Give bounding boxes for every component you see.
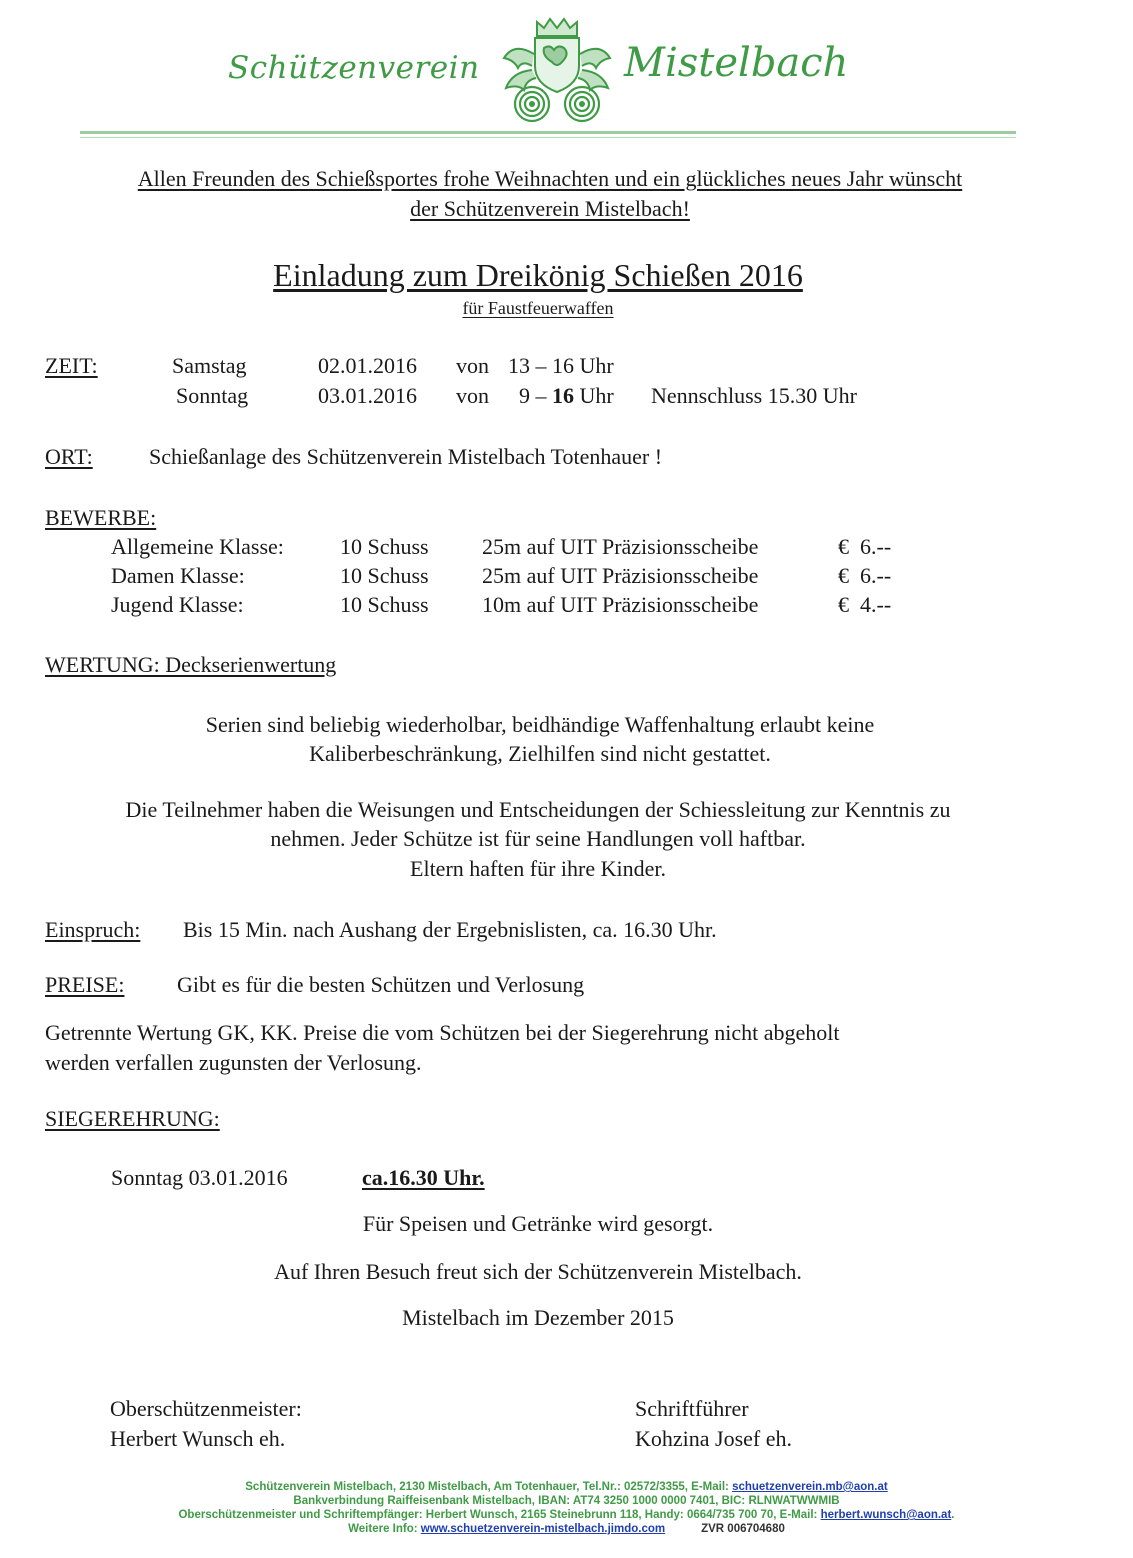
zeit-time-2-end: Uhr xyxy=(574,383,614,408)
footer-line-2: Bankverbindung Raiffeisenbank Mistelbach, IBAN: AT74 3250 1000 0000 7401, BIC: RLNWATWWMIB xyxy=(293,1495,840,1507)
bewerb-schuss-1: 10 Schuss xyxy=(340,534,429,559)
rules-line-1: Serien sind beliebig wiederholbar, beidhändige Waffenhaltung erlaubt keine xyxy=(205,712,875,737)
siegerehrung-date: Sonntag 03.01.2016 xyxy=(111,1165,288,1190)
rules-line-5: Eltern haften für ihre Kinder. xyxy=(410,856,666,881)
bewerb-disziplin-2: 25m auf UIT Präzisionsscheibe xyxy=(482,563,759,588)
signature-right-name: Kohzina Josef eh. xyxy=(635,1426,793,1451)
footer-website-link[interactable]: www.schuetzenverein-mistelbach.jimdo.com xyxy=(420,1523,666,1535)
crest-icon xyxy=(492,14,622,126)
bewerb-disziplin-3: 10m auf UIT Präzisionsscheibe xyxy=(482,592,759,617)
wertung-label: WERTUNG: Deckserienwertung xyxy=(45,652,337,677)
zeit-date-1: 02.01.2016 xyxy=(318,353,417,378)
bewerbe-label: BEWERBE: xyxy=(45,505,157,530)
preise-note-1: Getrennte Wertung GK, KK. Preise die vom Schützen bei der Siegerehrung nicht abgeholt xyxy=(45,1020,840,1045)
closing-line-1: Für Speisen und Getränke wird gesorgt. xyxy=(362,1211,714,1236)
closing-line-3: Mistelbach im Dezember 2015 xyxy=(402,1305,674,1330)
siegerehrung-label: SIEGEREHRUNG: xyxy=(45,1106,220,1131)
zeit-time-2-bold: 16 xyxy=(552,383,574,408)
greeting-line-1: Allen Freunden des Schießsportes frohe Weihnachten und ein glückliches neues Jahr wünscht xyxy=(137,166,963,191)
bewerb-klasse-3: Jugend Klasse: xyxy=(111,592,244,617)
bewerb-disziplin-1: 25m auf UIT Präzisionsscheibe xyxy=(482,534,759,559)
rules-line-2: Kaliberbeschränkung, Zielhilfen sind nicht gestattet. xyxy=(309,741,771,766)
footer-contact: Oberschützenmeister und Schriftempfänger: Herbert Wunsch, 2165 Steinebrunn 118, Handy: 0664/735 700 70, E-Mail: xyxy=(178,1509,821,1521)
signature-left-role: Oberschützenmeister: xyxy=(110,1396,302,1421)
einspruch-text: Bis 15 Min. nach Aushang der Ergebnislisten, ca. 16.30 Uhr. xyxy=(183,917,717,942)
zeit-day-2: Sonntag xyxy=(176,383,249,408)
ort-text: Schießanlage des Schützenverein Mistelbach Totenhauer ! xyxy=(149,444,663,469)
footer-info-label: Weitere Info: xyxy=(348,1523,421,1535)
greeting-line-2: der Schützenverein Mistelbach! xyxy=(410,196,690,221)
zeit-label: ZEIT: xyxy=(45,353,98,378)
footer-address: Schützenverein Mistelbach, 2130 Mistelbach, Am Totenhauer, Tel.Nr.: 02572/3355, E-Mail: xyxy=(245,1481,733,1493)
zeit-date-2: 03.01.2016 xyxy=(318,383,417,408)
page-subtitle: für Faustfeuerwaffen xyxy=(462,298,614,318)
zeit-note-2: Nennschluss 15.30 Uhr xyxy=(651,383,857,408)
einspruch-label: Einspruch: xyxy=(45,917,141,942)
bewerb-preis-2: € 6.-- xyxy=(838,563,892,588)
header-divider xyxy=(80,131,1016,134)
footer-line-1 xyxy=(0,1480,1133,1494)
page-title: Einladung zum Dreikönig Schießen 2016 xyxy=(273,257,803,293)
closing-line-2: Auf Ihren Besuch freut sich der Schützenverein Mistelbach. xyxy=(274,1259,802,1284)
siegerehrung-time: ca.16.30 Uhr. xyxy=(362,1165,485,1190)
zeit-von-2: von xyxy=(456,383,489,408)
footer-contact-email-link[interactable]: herbert.wunsch@aon.at xyxy=(820,1509,952,1521)
preise-label: PREISE: xyxy=(45,972,125,997)
zeit-time-2 xyxy=(519,383,614,409)
ort-label: ORT: xyxy=(45,444,93,469)
rules-line-3: Die Teilnehmer haben die Weisungen und Entscheidungen der Schiessleitung zur Kenntnis zu xyxy=(125,797,951,822)
bewerb-preis-1: € 6.-- xyxy=(838,534,892,559)
zeit-time-1: 13 – 16 Uhr xyxy=(508,353,614,378)
header-divider-thin xyxy=(80,137,1016,138)
zeit-day-1: Samstag xyxy=(172,353,247,378)
preise-note-2: werden verfallen zugunsten der Verlosung. xyxy=(45,1050,422,1075)
zeit-von-1: von xyxy=(456,353,489,378)
zeit-time-2-start: 9 – xyxy=(519,383,552,408)
footer-contact-end: . xyxy=(951,1509,955,1521)
preise-text: Gibt es für die besten Schützen und Verlosung xyxy=(177,972,585,997)
footer-line-4 xyxy=(0,1522,1133,1536)
bewerb-schuss-3: 10 Schuss xyxy=(340,592,429,617)
rules-line-4: nehmen. Jeder Schütze ist für seine Handlungen voll haftbar. xyxy=(270,826,806,851)
bewerb-schuss-2: 10 Schuss xyxy=(340,563,429,588)
footer-zvr: ZVR 006704680 xyxy=(701,1523,785,1535)
bewerb-preis-3: € 4.-- xyxy=(838,592,892,617)
signature-left-name: Herbert Wunsch eh. xyxy=(110,1426,286,1451)
footer-line-3 xyxy=(0,1508,1133,1522)
bewerb-klasse-1: Allgemeine Klasse: xyxy=(111,534,284,559)
signature-right-role: Schriftführer xyxy=(635,1396,749,1421)
footer-club-email-link[interactable]: schuetzenverein.mb@aon.at xyxy=(732,1481,888,1493)
brand-left-text: Schützenverein xyxy=(228,50,480,86)
bewerb-klasse-2: Damen Klasse: xyxy=(111,563,245,588)
brand-right-text: Mistelbach xyxy=(624,40,849,86)
